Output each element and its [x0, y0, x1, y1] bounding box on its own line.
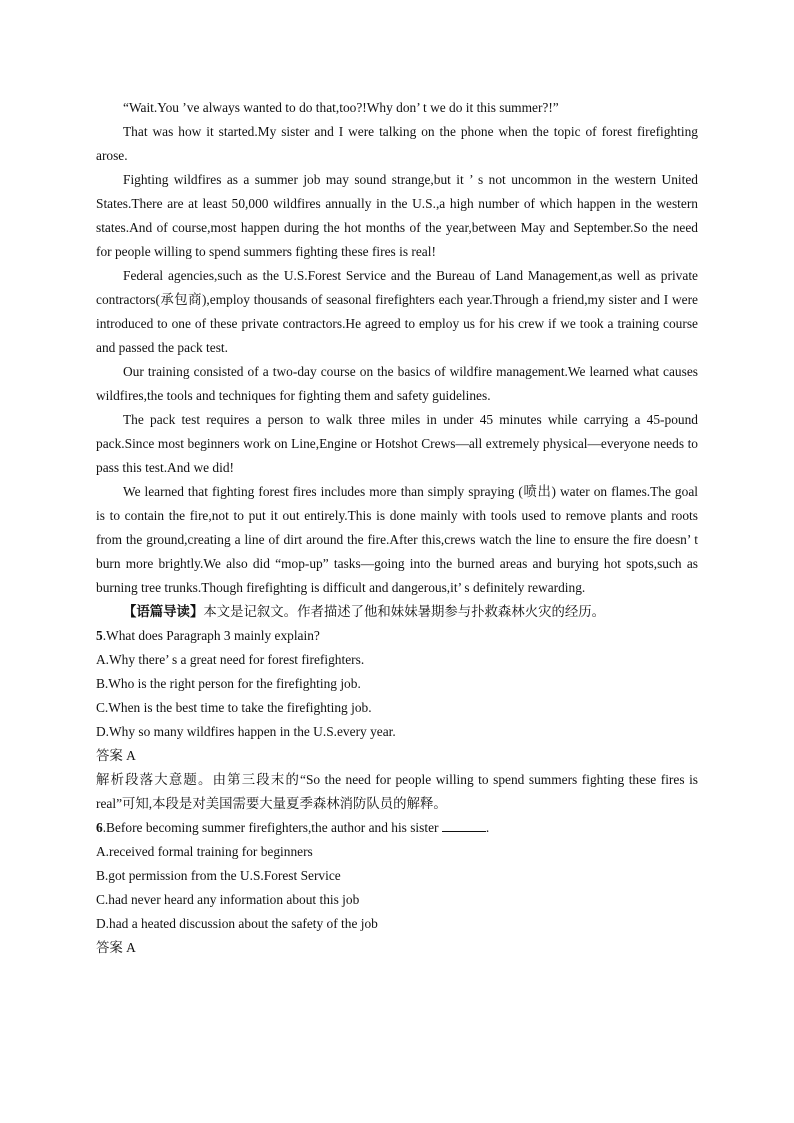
reading-guide-text: 本文是记叙文。作者描述了他和妹妹暑期参与扑救森林火灾的经历。	[203, 604, 606, 619]
analysis-suffix: 可知,本段是对美国需要大量夏季森林消防队员的解释。	[122, 796, 447, 811]
passage-paragraph: Fighting wildfires as a summer job may sound strange,but it ’ s not uncommon in the western United States.There are at least 50,000 wildfires annually in the U.S.,a high number of which happen in the western states.And of course,most happen during the hot months of the year,between May and September.So the need for people willing to spend summers fighting these fires is real!	[96, 172, 698, 259]
question-6-option: B.got permission from the U.S.Forest Service	[96, 868, 341, 883]
passage-paragraph: Our training consisted of a two-day course on the basics of wildfire management.We learned what causes wildfires,the tools and techniques for fighting them and safety guidelines.	[96, 364, 698, 403]
question-6-stem	[96, 816, 698, 840]
question-text-end: .	[485, 820, 490, 835]
question-6-option: D.had a heated discussion about the safety of the job	[96, 916, 378, 931]
question-number: 6	[96, 820, 103, 835]
question-5-option: C.When is the best time to take the firefighting job.	[96, 700, 372, 715]
question-5-option: A.Why there’ s a great need for forest firefighters.	[96, 652, 365, 667]
question-5-analysis	[96, 768, 698, 816]
question-5-option: D.Why so many wildfires happen in the U.S.every year.	[96, 724, 396, 739]
passage-paragraph: That was how it started.My sister and I were talking on the phone when the topic of forest firefighting arose.	[96, 124, 698, 163]
question-5-option: B.Who is the right person for the firefighting job.	[96, 676, 361, 691]
question-6-option: C.had never heard any information about this job	[96, 892, 360, 907]
passage-paragraph: Federal agencies,such as the U.S.Forest Service and the Bureau of Land Management,as well as private contractors(承包商),employ thousands of seasonal firefighters each year.Through a friend,my sister and I were introduced to one of these private contractors.He agreed to employ us for his crew if we took a training course and passed the pack test.	[96, 268, 698, 355]
question-text: .What does Paragraph 3 mainly explain?	[102, 628, 320, 643]
question-number: 5	[96, 628, 103, 643]
reading-guide-label: 【语篇导读】	[123, 604, 204, 619]
passage-paragraph: The pack test requires a person to walk three miles in under 45 minutes while carrying a 45-pound pack.Since most beginners work on Line,Engine or Hotshot Crews—all extremely physical—everyone needs to pass this test.And we did!	[96, 412, 698, 475]
passage-paragraph: “Wait.You ’ve always wanted to do that,too?!Why don’ t we do it this summer?!”	[123, 100, 559, 115]
document-page	[96, 96, 698, 960]
question-5-answer: 答案 A	[96, 748, 136, 763]
reading-guide	[96, 600, 698, 624]
question-text: .Before becoming summer firefighters,the author and his sister	[102, 820, 439, 835]
question-6-option: A.received formal training for beginners	[96, 844, 313, 859]
analysis-quote: “So the need for people willing to spend summers fighting these fires is real”	[96, 772, 699, 811]
answer-blank	[442, 818, 486, 832]
question-5-stem	[96, 624, 698, 648]
question-6-answer: 答案 A	[96, 940, 136, 955]
passage-paragraph: We learned that fighting forest fires includes more than simply spraying (喷出) water on flames.The goal is to contain the fire,not to put it out entirely.This is done mainly with tools used to remove plants and roots from the ground,creating a line of dirt around the fire.After this,crews watch the line to ensure the fire doesn’ t burn more brightly.We also did “mop-up” tasks—going into the burned areas and burying hot spots,such as burning tree trunks.Though firefighting is difficult and dangerous,it’ s definitely rewarding.	[96, 484, 698, 595]
analysis-prefix: 解析段落大意题。由第三段末的	[96, 772, 301, 787]
